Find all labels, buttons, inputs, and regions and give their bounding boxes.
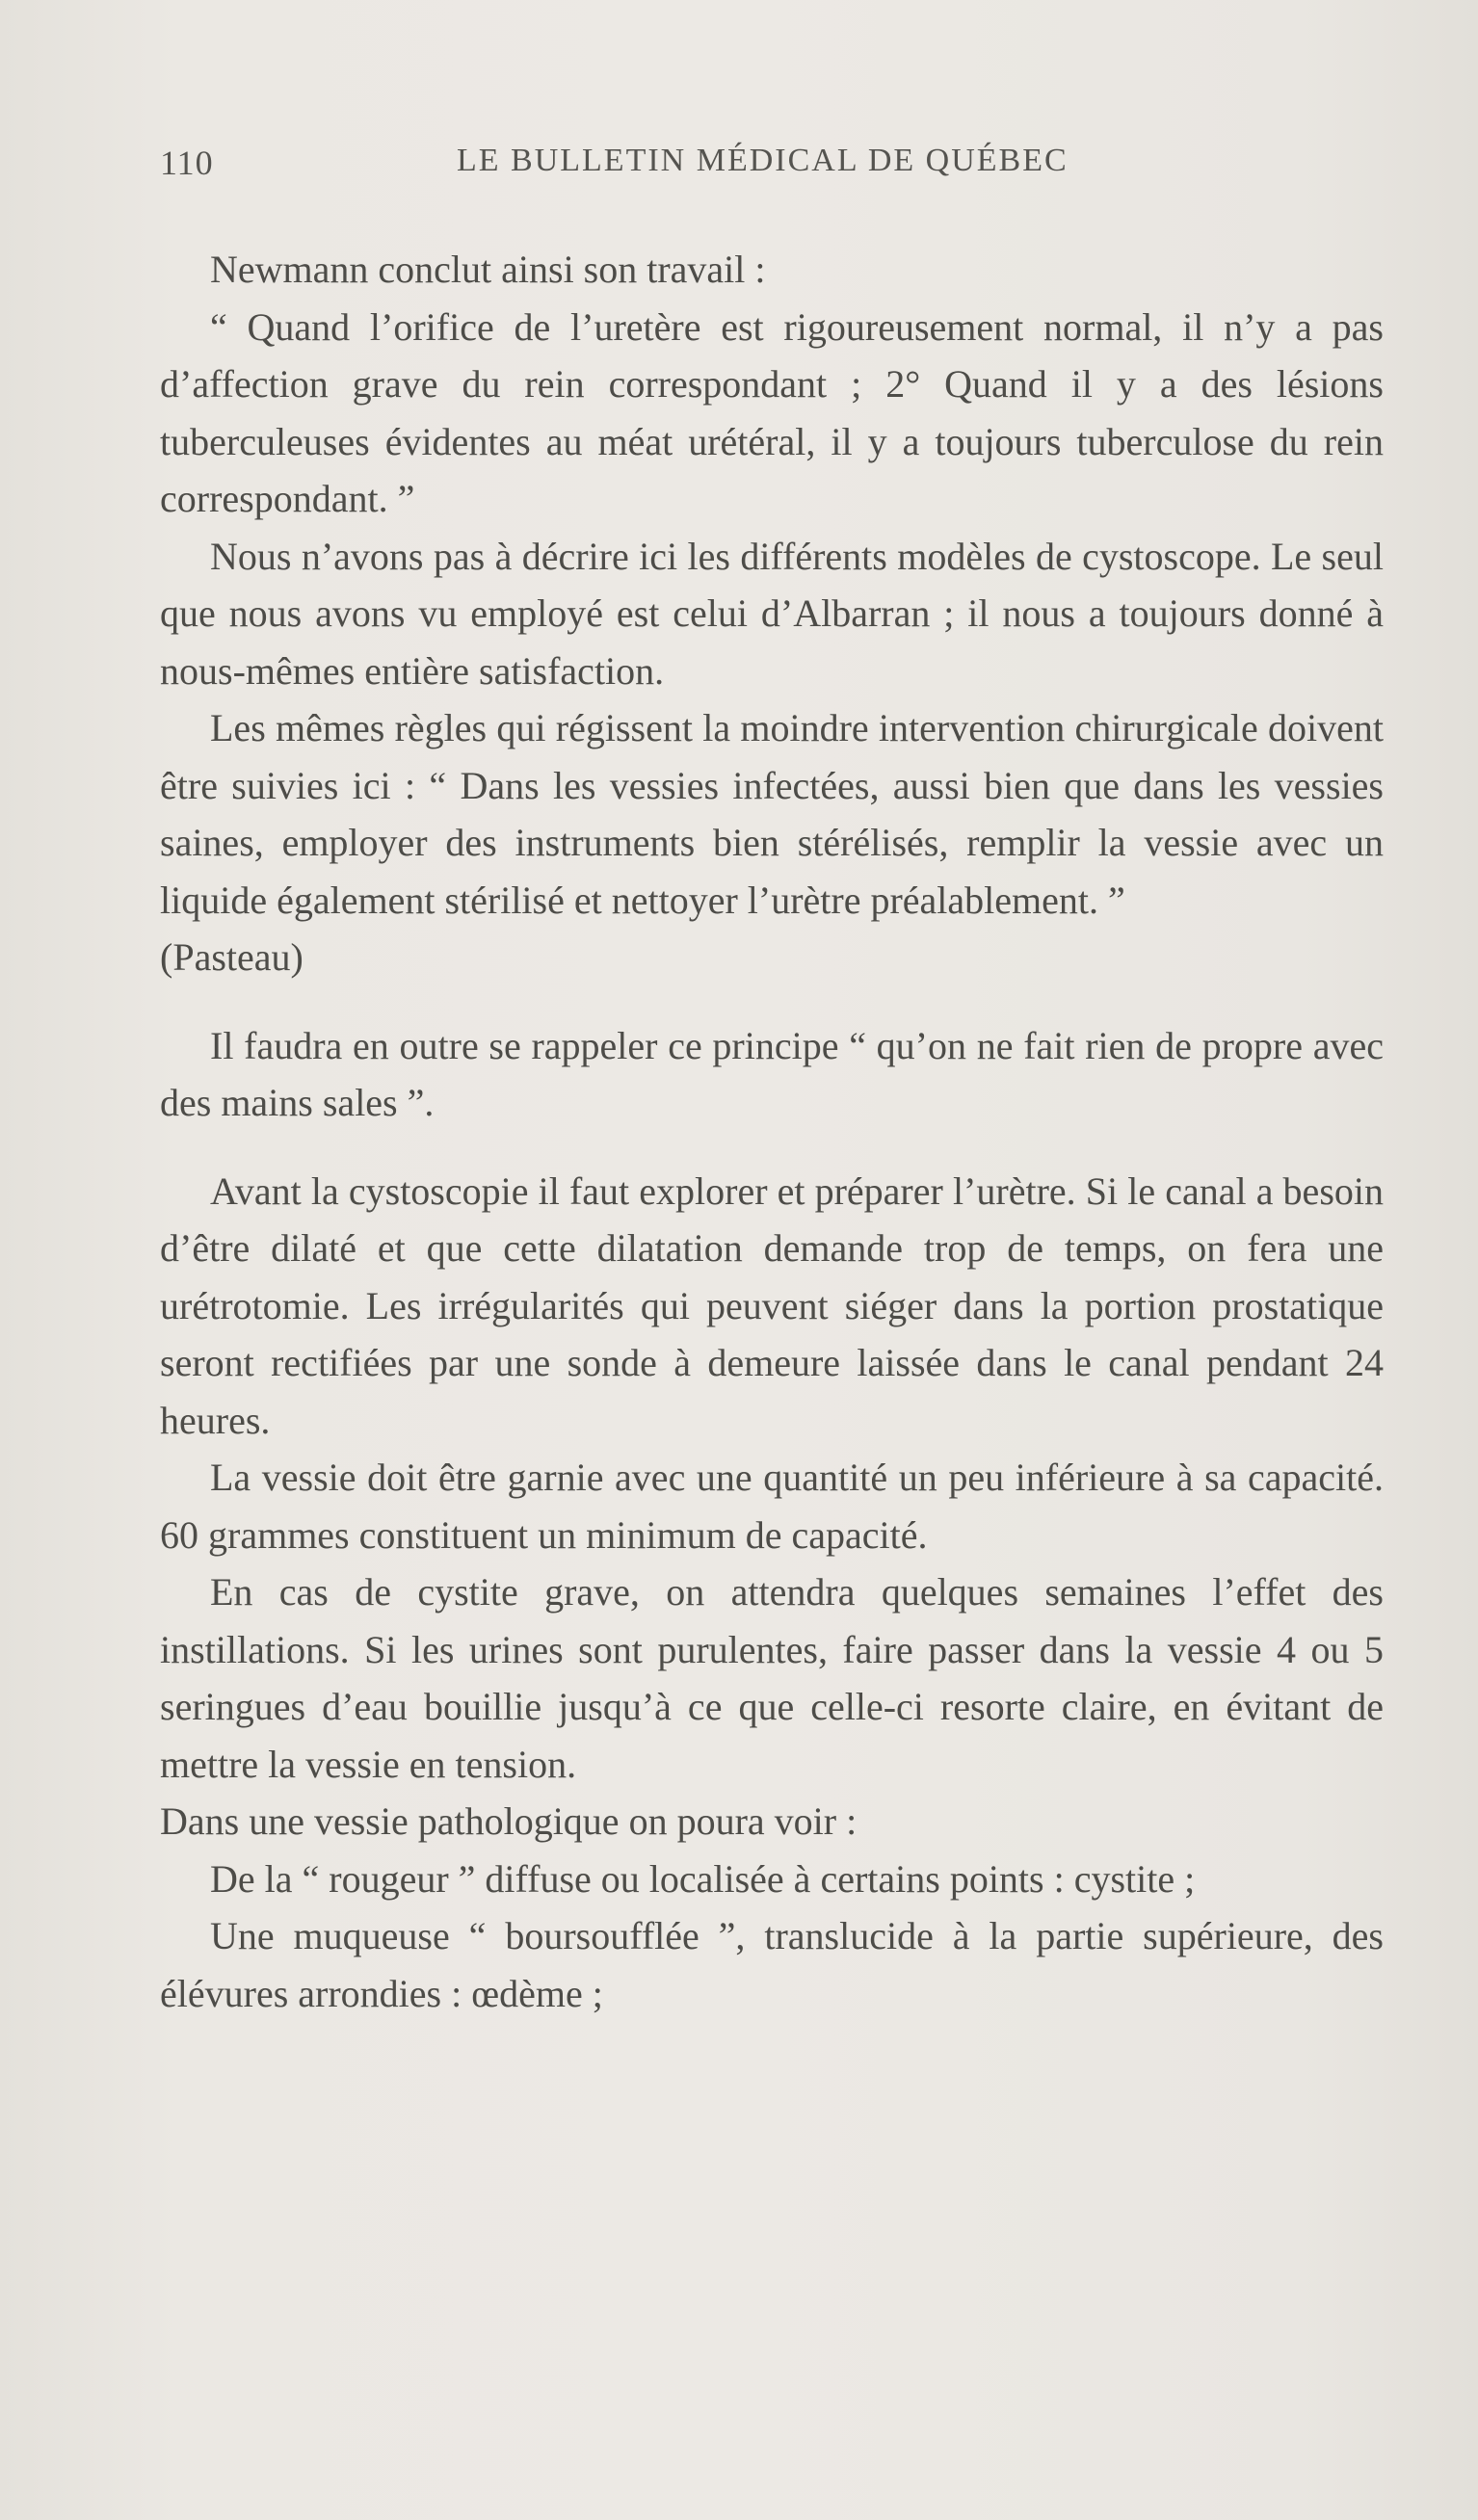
spacer — [160, 986, 1384, 1017]
spacer — [160, 1132, 1384, 1163]
paragraph: La vessie doit être garnie avec une quantité un peu inférieure à sa capacité. 60 grammes constituent un minimum de capacité. — [160, 1456, 1384, 1557]
citation: (Pasteau) — [160, 935, 304, 979]
paragraph: Les mêmes règles qui régissent la moindre intervention chirurgicale doivent être suivies ici : “ Dans les vessies infectées, aussi bien que dans les vessies saines, employer des instruments bien stérélisés, remplir la vessie avec un liquide également stérilisé et nettoyer l’urètre préalablement. ” — [160, 706, 1384, 922]
paragraph: En cas de cystite grave, on attendra quelques semaines l’effet des instillations. Si les urines sont purulentes, faire passer dans la vessie 4 ou 5 seringues d’eau bouillie jusqu’à ce que celle-ci resorte claire, en évitant de mettre la vessie en tension. — [160, 1570, 1384, 1786]
paragraph: De la “ rougeur ” diffuse ou localisée à certains points : cystite ; — [210, 1856, 1196, 1901]
page-header — [160, 143, 1384, 191]
paragraph: Dans une vessie pathologique on poura voir : — [160, 1799, 858, 1843]
paragraph: Nous n’avons pas à décrire ici les différents modèles de cystoscope. Le seul que nous avons vu employé est celui d’Albarran ; il nous a toujours donné à nous-mêmes entière satisfaction. — [160, 534, 1384, 693]
paragraph: Newmann conclut ainsi son travail : — [210, 248, 766, 291]
page-number: 110 — [160, 144, 214, 182]
body-text — [160, 241, 1384, 2022]
paragraph: “ Quand l’orifice de l’uretère est rigoureusement normal, il n’y a pas d’affection grave du rein correspondant ; 2° Quand il y a des lésions tuberculeuses évidentes au méat urétéral, il y a toujours tuberculose du rein correspondant. ” — [160, 304, 1384, 520]
paragraph: Il faudra en outre se rappeler ce principe “ qu’on ne fait rien de propre avec des mains sales ”. — [160, 1023, 1384, 1124]
paragraph: Avant la cystoscopie il faut explorer et préparer l’urètre. Si le canal a besoin d’être dilaté et que cette dilatation demande trop de temps, on fera une urétrotomie. Les irrégularités qui peuvent siéger dans la portion prostatique seront rectifiées par une sonde à demeure laissée dans le canal pendant 24 heures. — [160, 1168, 1384, 1442]
running-title: LE BULLETIN MÉDICAL DE QUÉBEC — [457, 143, 1069, 178]
paragraph: Une muqueuse “ boursoufflée ”, translucide à la partie supérieure, des élévures arrondies : œdème ; — [160, 1914, 1384, 2015]
